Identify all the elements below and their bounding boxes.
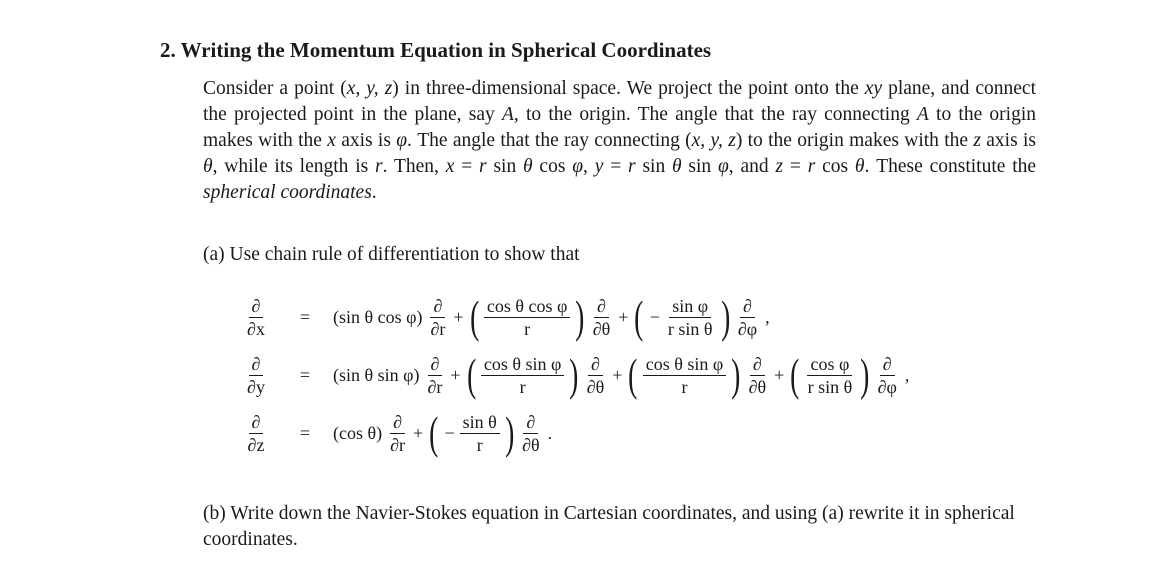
equation-lhs <box>232 353 280 398</box>
math-text: y <box>594 156 604 177</box>
math-text: φ <box>396 130 408 151</box>
math-term: (cos θ) <box>333 422 383 443</box>
text-segment: . <box>371 182 377 203</box>
numerator: ∂ <box>249 411 264 434</box>
math-text: z <box>775 156 784 177</box>
text-segment: axis is <box>980 130 1036 151</box>
denominator: ∂r <box>390 434 405 455</box>
left-paren: ( <box>469 291 479 342</box>
denominator: ∂z <box>247 434 265 455</box>
numerator: ∂ <box>880 353 895 376</box>
fraction <box>584 353 608 398</box>
equals-sign: = <box>299 306 311 327</box>
math-text: r <box>807 156 816 177</box>
numerator: cos θ sin φ <box>481 353 565 376</box>
parenthesized-coefficient <box>426 407 517 458</box>
math-term: (sin θ sin φ) <box>333 364 420 385</box>
fraction <box>643 353 727 398</box>
text-segment: , and <box>728 156 776 177</box>
math-term: + <box>774 364 785 385</box>
numerator: ∂ <box>249 353 264 376</box>
text-segment: = <box>454 156 480 177</box>
intro-paragraph <box>203 76 1036 206</box>
numerator: ∂ <box>523 411 538 434</box>
left-paren: ( <box>628 349 638 400</box>
numerator: sin φ <box>669 295 711 318</box>
math-text: spherical coordinates <box>203 182 372 203</box>
math-term: (sin θ cos φ) <box>333 306 423 327</box>
denominator: ∂θ <box>586 376 605 397</box>
fraction <box>484 295 571 340</box>
equals-sign: = <box>299 364 311 385</box>
fraction <box>387 411 408 456</box>
equation-array <box>232 288 912 462</box>
math-text: x, y, z <box>346 78 393 99</box>
equation-lhs <box>232 411 280 456</box>
fraction <box>746 353 770 398</box>
text-segment: , to the origin. The angle that the ray connecting <box>513 104 917 125</box>
math-term: + <box>612 364 623 385</box>
parenthesized-coefficient <box>464 349 582 400</box>
equation-row <box>232 404 912 462</box>
math-text: A <box>916 104 929 125</box>
part-a-prompt: (a) Use chain rule of differentiation to show that <box>203 244 580 265</box>
numerator: ∂ <box>594 295 609 318</box>
fraction <box>735 295 760 340</box>
math-text: xy <box>864 78 883 99</box>
numerator: ∂ <box>430 295 445 318</box>
numerator: ∂ <box>428 353 443 376</box>
right-paren: ) <box>575 291 585 342</box>
math-term: , <box>904 364 910 385</box>
minus-sign: − <box>444 422 455 443</box>
equation-row <box>232 346 912 404</box>
denominator: r <box>524 318 531 339</box>
fraction <box>244 295 268 340</box>
math-text: x <box>327 130 336 151</box>
denominator: ∂θ <box>748 376 767 397</box>
text-segment: plane, and connect the projected point in the plane, say <box>203 78 1036 125</box>
text-segment: , <box>583 156 595 177</box>
fraction <box>805 353 856 398</box>
parenthesized-coefficient <box>625 349 743 400</box>
math-term: + <box>450 364 461 385</box>
math-text: φ <box>718 156 729 177</box>
math-text: θ <box>203 156 213 177</box>
denominator: ∂x <box>247 318 265 339</box>
numerator: ∂ <box>249 295 264 318</box>
numerator: ∂ <box>390 411 405 434</box>
numerator: ∂ <box>588 353 603 376</box>
right-paren: ) <box>860 349 870 400</box>
math-text: θ <box>854 156 865 177</box>
math-text: x <box>445 156 455 177</box>
equation-lhs <box>232 295 280 340</box>
math-text: φ <box>572 156 584 177</box>
part-b-prompt: (b) Write down the Navier-Stokes equation in Cartesian coordinates, and using (a) rewrite it in spherical coordinates. <box>203 503 1015 550</box>
right-paren: ) <box>569 349 579 400</box>
fraction <box>481 353 565 398</box>
fraction <box>428 295 449 340</box>
parenthesized-coefficient <box>467 291 588 342</box>
numerator: sin θ <box>460 411 500 434</box>
left-paren: ( <box>429 407 439 458</box>
denominator: ∂θ <box>592 318 611 339</box>
math-term: . <box>547 422 553 443</box>
text-segment: . Then, <box>382 156 446 177</box>
math-text: r <box>375 156 383 177</box>
math-text: A <box>501 104 514 125</box>
section-heading: 2. Writing the Momentum Equation in Spherical Coordinates <box>160 38 712 62</box>
equation-row <box>232 288 912 346</box>
text-segment: sin <box>486 156 524 177</box>
denominator: ∂y <box>247 376 265 397</box>
denominator: ∂r <box>430 318 446 339</box>
fraction <box>425 353 446 398</box>
denominator: ∂θ <box>522 434 540 455</box>
fraction <box>519 411 543 456</box>
right-paren: ) <box>504 407 515 458</box>
left-paren: ( <box>634 291 644 342</box>
math-term: + <box>453 306 464 327</box>
text-segment: cos <box>815 156 855 177</box>
minus-sign: − <box>649 306 660 327</box>
math-text: r <box>628 156 636 177</box>
left-paren: ( <box>466 349 476 400</box>
text-segment: ) in three-dimensional space. We project the point onto the <box>392 78 865 99</box>
equals-sign: = <box>299 422 311 443</box>
left-paren: ( <box>790 349 800 400</box>
math-text: z <box>973 130 981 151</box>
denominator: r <box>519 376 526 397</box>
text-segment: to the origin makes with the <box>203 104 1036 151</box>
fraction <box>665 295 716 340</box>
text-segment: sin <box>635 156 673 177</box>
denominator: r <box>476 434 483 455</box>
text-segment: Consider a point ( <box>203 78 347 99</box>
math-term: + <box>618 306 629 327</box>
text-segment: axis is <box>335 130 397 151</box>
right-paren: ) <box>720 291 730 342</box>
denominator: ∂r <box>427 376 443 397</box>
numerator: cos φ <box>807 353 852 376</box>
text-segment: = <box>603 156 629 177</box>
math-term: + <box>413 422 424 443</box>
denominator: r <box>681 376 688 397</box>
text-segment: ) to the origin makes with the <box>735 130 974 151</box>
denominator: ∂φ <box>737 318 758 339</box>
fraction <box>244 353 268 398</box>
text-segment: . The angle that the ray connecting ( <box>407 130 692 151</box>
math-text: θ <box>523 156 533 177</box>
right-paren: ) <box>731 349 741 400</box>
numerator: cos θ cos φ <box>484 295 571 318</box>
denominator: r sin θ <box>667 318 713 339</box>
text-segment: , while its length is <box>212 156 376 177</box>
text-segment: . These constitute the <box>864 156 1037 177</box>
math-text: x, y, z <box>691 130 736 151</box>
fraction <box>875 353 900 398</box>
fraction <box>460 411 500 456</box>
fraction <box>245 411 268 456</box>
text-segment: sin <box>681 156 718 177</box>
math-text: θ <box>672 156 682 177</box>
numerator: ∂ <box>740 295 755 318</box>
numerator: cos θ sin φ <box>643 353 727 376</box>
fraction <box>590 295 614 340</box>
math-text: r <box>479 156 487 177</box>
denominator: ∂φ <box>877 376 897 397</box>
parenthesized-coefficient <box>787 349 872 400</box>
numerator: ∂ <box>750 353 765 376</box>
math-term: , <box>765 306 770 327</box>
text-segment: = <box>783 156 808 177</box>
denominator: r sin θ <box>807 376 853 397</box>
parenthesized-coefficient <box>631 291 732 342</box>
text-segment: cos <box>532 156 573 177</box>
